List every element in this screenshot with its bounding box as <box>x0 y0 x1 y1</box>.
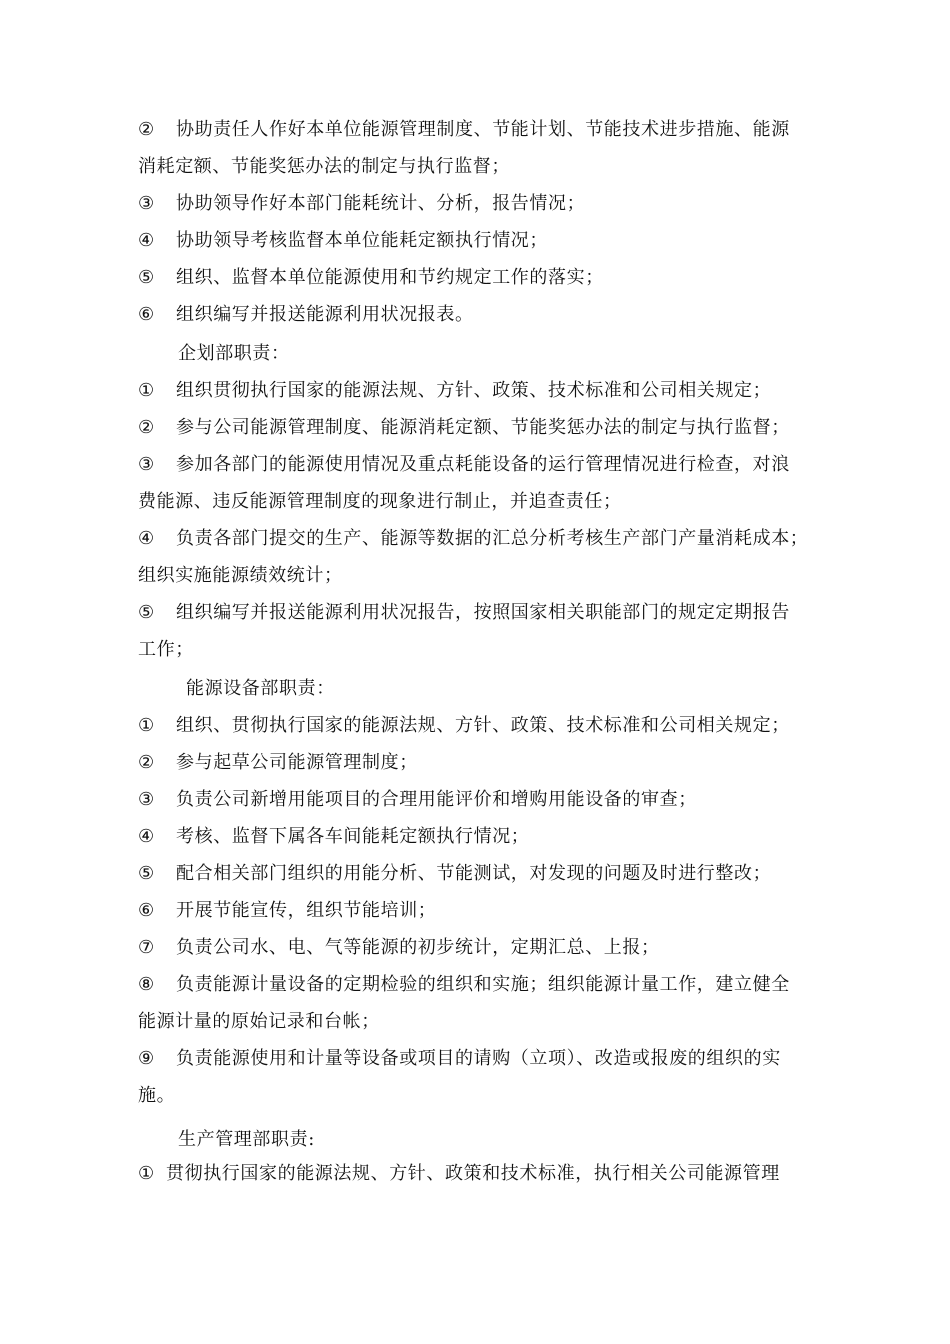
list-item <box>138 116 838 144</box>
list-item <box>138 712 838 740</box>
list-item <box>138 897 838 925</box>
section-heading: 能源设备部职责： <box>186 678 335 699</box>
item-marker: ⑥ <box>138 304 155 325</box>
item-marker: ⑤ <box>138 863 155 884</box>
item-text: 组织编写并报送能源利用状况报表。 <box>176 304 474 325</box>
item-text: 负责公司新增用能项目的合理用能评价和增购用能设备的审查； <box>176 789 697 810</box>
list-item-continuation <box>138 1008 838 1036</box>
item-text: 参加各部门的能源使用情况及重点耗能设备的运行管理情况进行检查，对浪 <box>176 454 790 475</box>
item-marker: ① <box>138 1163 155 1184</box>
list-item <box>138 227 838 255</box>
list-item <box>138 860 838 888</box>
list-item <box>138 414 838 442</box>
item-marker: ④ <box>138 528 155 549</box>
item-text: 施。 <box>138 1085 176 1106</box>
item-text: 工作； <box>138 639 194 660</box>
item-marker: ⑤ <box>138 267 155 288</box>
item-marker: ④ <box>138 230 155 251</box>
item-text: 协助责任人作好本单位能源管理制度、节能计划、节能技术进步措施、能源 <box>176 119 790 140</box>
item-text: 组织实施能源绩效统计； <box>138 565 343 586</box>
item-text: 负责能源使用和计量等设备或项目的请购（立项）、改造或报废的组织的实 <box>176 1048 781 1069</box>
list-item <box>138 525 838 553</box>
item-text: 负责能源计量设备的定期检验的组织和实施；组织能源计量工作，建立健全 <box>176 974 790 995</box>
list-item <box>138 451 838 479</box>
item-marker: ③ <box>138 193 155 214</box>
item-marker: ③ <box>138 789 155 810</box>
item-text: 组织编写并报送能源利用状况报告，按照国家相关职能部门的规定定期报告 <box>176 602 790 623</box>
item-marker: ⑤ <box>138 602 155 623</box>
item-marker: ① <box>138 715 155 736</box>
list-item-continuation <box>138 636 838 664</box>
list-item-continuation <box>138 153 838 181</box>
item-marker: ⑦ <box>138 937 155 958</box>
list-item <box>138 934 838 962</box>
list-item <box>138 1045 838 1073</box>
item-marker: ⑨ <box>138 1048 155 1069</box>
item-text: 协助领导作好本部门能耗统计、分析，报告情况； <box>176 193 586 214</box>
item-marker: ⑥ <box>138 900 155 921</box>
list-item-continuation <box>138 1082 838 1110</box>
section-heading: 企划部职责： <box>178 343 290 364</box>
list-item <box>138 599 838 627</box>
item-text: 考核、监督下属各车间能耗定额执行情况； <box>176 826 530 847</box>
list-item-continuation <box>138 488 838 516</box>
section-heading: 生产管理部职责: <box>178 1129 315 1150</box>
item-text: 配合相关部门组织的用能分析、节能测试，对发现的问题及时进行整改； <box>176 863 772 884</box>
list-item <box>138 971 838 999</box>
item-text: 负责公司水、电、气等能源的初步统计，定期汇总、上报； <box>176 937 660 958</box>
list-item <box>138 749 838 777</box>
list-item <box>138 786 838 814</box>
item-marker: ③ <box>138 454 155 475</box>
item-marker: ② <box>138 119 155 140</box>
item-text: 贯彻执行国家的能源法规、方针、政策和技术标准，执行相关公司能源管理 <box>166 1163 780 1184</box>
list-item <box>138 264 838 292</box>
item-text: 消耗定额、节能奖惩办法的制定与执行监督； <box>138 156 510 177</box>
list-item <box>138 823 838 851</box>
item-text: 组织贯彻执行国家的能源法规、方针、政策、技术标准和公司相关规定； <box>176 380 772 401</box>
item-text: 开展节能宣传，组织节能培训； <box>176 900 437 921</box>
item-text: 费能源、违反能源管理制度的现象进行制止，并追查责任； <box>138 491 622 512</box>
item-marker: ② <box>138 752 155 773</box>
list-item <box>138 301 838 329</box>
item-marker: ② <box>138 417 155 438</box>
item-text: 组织、贯彻执行国家的能源法规、方针、政策、技术标准和公司相关规定； <box>176 715 790 736</box>
item-marker: ④ <box>138 826 155 847</box>
item-text: 组织、监督本单位能源使用和节约规定工作的落实； <box>176 267 604 288</box>
item-text: 协助领导考核监督本单位能耗定额执行情况； <box>176 230 548 251</box>
item-marker: ① <box>138 380 155 401</box>
list-item <box>138 190 838 218</box>
item-text: 负责各部门提交的生产、能源等数据的汇总分析考核生产部门产量消耗成本； <box>176 528 809 549</box>
item-text: 参与公司能源管理制度、能源消耗定额、节能奖惩办法的制定与执行监督； <box>176 417 790 438</box>
item-marker: ⑧ <box>138 974 155 995</box>
list-item <box>138 377 838 405</box>
list-item <box>138 1160 838 1188</box>
item-text: 能源计量的原始记录和台帐； <box>138 1011 380 1032</box>
item-text: 参与起草公司能源管理制度； <box>176 752 418 773</box>
list-item-continuation <box>138 562 838 590</box>
